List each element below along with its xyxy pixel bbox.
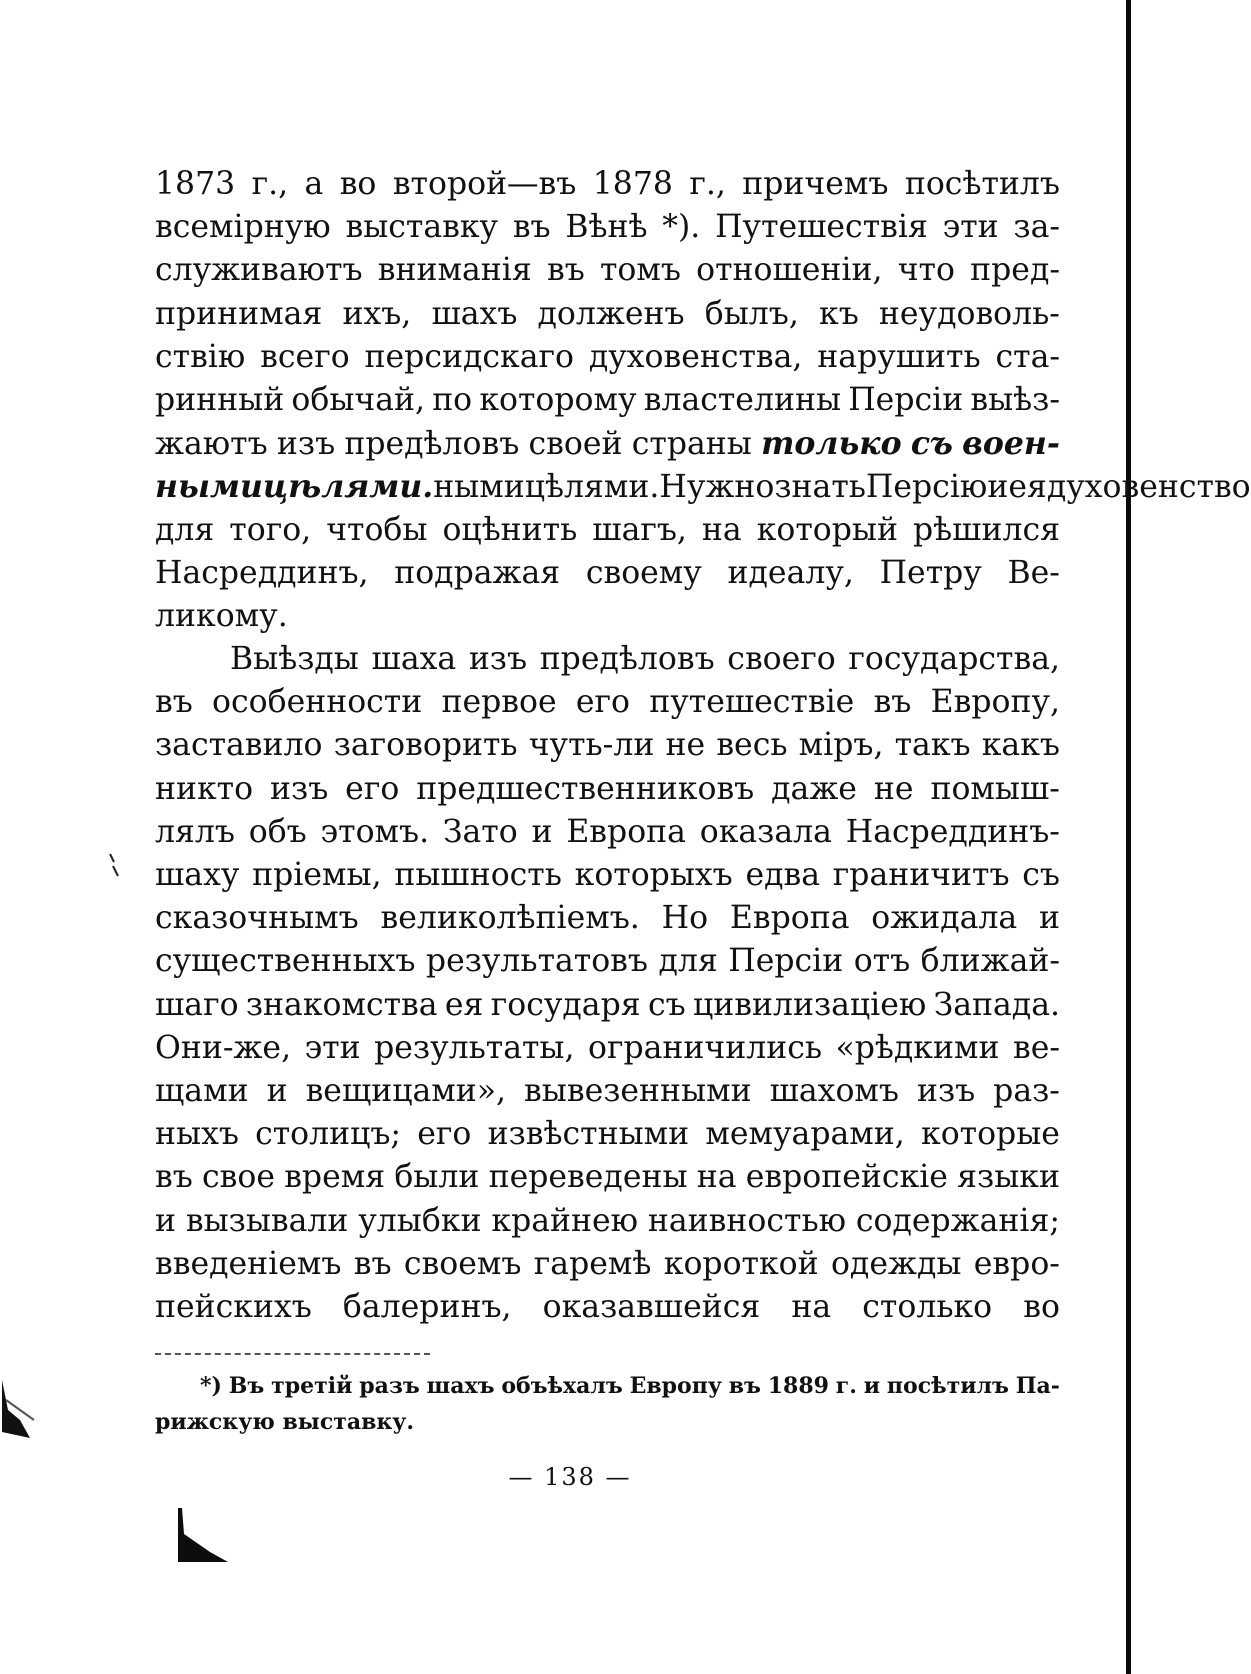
italic-word: ными xyxy=(155,468,263,506)
word: «рѣдкими xyxy=(835,1029,1000,1066)
word: балеринъ, xyxy=(342,1288,512,1325)
word: ближай- xyxy=(920,943,1060,980)
word: объ xyxy=(248,813,307,850)
word: на xyxy=(701,511,742,548)
word: чтобы xyxy=(326,511,428,548)
word: которому xyxy=(479,381,637,418)
word: всемірную xyxy=(155,209,331,246)
text-line xyxy=(155,595,1060,638)
word: духовенство xyxy=(1046,469,1251,506)
text-line xyxy=(155,1070,1060,1113)
word: гаремѣ xyxy=(533,1245,652,1282)
word: которыхъ xyxy=(574,857,733,893)
word: Вѣнѣ xyxy=(565,209,648,246)
word: извѣстными xyxy=(487,1116,690,1153)
word: предѣловъ xyxy=(344,426,520,463)
word: въ xyxy=(155,1159,193,1196)
word: были xyxy=(394,1159,480,1196)
text-line xyxy=(155,1027,1060,1070)
word: томъ xyxy=(599,252,681,289)
word: эти xyxy=(942,209,999,246)
word: Персіи xyxy=(848,381,964,418)
footnote xyxy=(155,1368,1060,1440)
word: щами xyxy=(155,1072,249,1109)
word: объѣхалъ xyxy=(501,1373,623,1399)
word: путешествіе xyxy=(649,684,855,721)
word: шаго xyxy=(155,986,239,1023)
word: Персію xyxy=(865,469,988,506)
word: не xyxy=(665,727,706,764)
word: европейскіе xyxy=(745,1159,948,1196)
word: особенности xyxy=(212,684,423,721)
word: никто xyxy=(155,770,254,807)
word: государя xyxy=(490,986,641,1023)
word: цѣлями. xyxy=(524,469,660,506)
word: шаху xyxy=(155,857,240,893)
word: въ xyxy=(155,684,193,721)
word: Насреддинъ- xyxy=(845,813,1060,850)
word: пейскихъ xyxy=(155,1288,312,1325)
word: помыш- xyxy=(930,770,1060,807)
word: разъ xyxy=(359,1373,420,1399)
word: шахъ xyxy=(431,295,518,332)
word: 1889 xyxy=(767,1373,829,1399)
word: служиваютъ xyxy=(155,252,363,289)
word: изъ xyxy=(270,770,329,807)
word: съ xyxy=(1022,857,1060,893)
word: посѣтилъ xyxy=(904,166,1060,202)
word: и xyxy=(266,1072,288,1109)
italic-word: только xyxy=(761,425,902,463)
word: время xyxy=(284,1159,386,1196)
word: г., xyxy=(689,166,726,202)
word: существенныхъ xyxy=(155,943,416,980)
word: ликому. xyxy=(155,597,288,634)
text-line xyxy=(155,249,1060,292)
word: ея xyxy=(444,986,484,1023)
word: Зато xyxy=(442,813,518,850)
word: съ xyxy=(647,986,686,1023)
scan-edge-rule xyxy=(1126,0,1131,1674)
word: персидскаго xyxy=(364,338,574,375)
word: неудоволь- xyxy=(878,295,1060,332)
word: принимая xyxy=(155,295,323,332)
word: долженъ xyxy=(537,295,685,332)
text-line xyxy=(155,163,1060,206)
word: крайнею xyxy=(491,1202,639,1239)
word: граничитъ xyxy=(832,857,1010,893)
word: заговорить xyxy=(333,727,518,764)
word: ве- xyxy=(1012,1029,1060,1066)
text-line xyxy=(155,379,1060,422)
word: ныхъ xyxy=(155,1116,239,1153)
word: Па- xyxy=(1015,1373,1060,1399)
word: шахъ xyxy=(426,1373,495,1399)
word: Насреддинъ, xyxy=(155,554,369,591)
word: едва xyxy=(745,857,821,893)
word: выставку xyxy=(345,209,499,246)
word: сказочнымъ xyxy=(155,900,359,937)
word: пріемы, xyxy=(252,857,382,893)
word: своей xyxy=(528,426,623,463)
word: государства, xyxy=(848,641,1060,678)
word: Выѣзды xyxy=(230,641,359,678)
word: третій xyxy=(271,1373,353,1399)
text-line xyxy=(155,768,1060,811)
text-line xyxy=(155,206,1060,249)
word: великолѣпіемъ. xyxy=(380,900,640,937)
word: въ xyxy=(728,1373,761,1399)
word: шагъ, xyxy=(592,511,687,548)
word: мемуарами, xyxy=(705,1116,905,1153)
word: а xyxy=(304,166,324,202)
word: результаты, xyxy=(374,1029,575,1066)
word: Петру xyxy=(879,554,982,591)
word: во xyxy=(1023,1288,1060,1325)
word: ствію xyxy=(155,338,246,375)
word: обычай, xyxy=(291,381,426,418)
word: на xyxy=(791,1288,832,1325)
word: въ xyxy=(512,209,551,246)
word: результатовъ xyxy=(425,943,648,980)
word: которые xyxy=(921,1116,1060,1153)
word: и xyxy=(863,1373,881,1399)
word: наивностью xyxy=(647,1202,847,1239)
text-line xyxy=(155,552,1060,595)
word: и xyxy=(155,1202,176,1239)
word: за- xyxy=(1013,209,1060,246)
text-line xyxy=(155,681,1060,724)
word: Нужно xyxy=(659,469,775,506)
body-text xyxy=(155,163,1251,1329)
word: содержанія; xyxy=(855,1202,1060,1239)
word: такъ xyxy=(894,727,971,764)
word: одежды xyxy=(830,1245,962,1282)
word: вниманія xyxy=(377,252,532,289)
word: изъ xyxy=(916,1072,976,1109)
word: Запада. xyxy=(933,986,1060,1023)
word: пред- xyxy=(970,252,1060,289)
word: который xyxy=(756,511,898,548)
word: что xyxy=(897,252,955,289)
text-line xyxy=(155,1156,1060,1199)
text-line xyxy=(155,811,1060,854)
footnote-line xyxy=(200,1368,1060,1404)
word: шаха xyxy=(371,641,457,678)
text-line xyxy=(155,465,1251,508)
italic-word: воен- xyxy=(962,425,1060,463)
word: Европа xyxy=(729,900,850,937)
text-line xyxy=(155,293,1060,336)
word: введеніемъ xyxy=(155,1245,342,1282)
word: вызывали xyxy=(185,1202,349,1239)
word: во xyxy=(339,166,377,202)
word: въ xyxy=(353,1245,392,1282)
word: своему xyxy=(585,554,702,591)
word: посѣтилъ xyxy=(886,1373,1009,1399)
text-line xyxy=(155,854,1060,897)
word: заставило xyxy=(155,727,323,764)
word: былъ, xyxy=(704,295,799,332)
word: цивилизаціею xyxy=(692,986,927,1023)
word: столько xyxy=(862,1288,993,1325)
scan-artifact-mark xyxy=(108,852,122,882)
word: не xyxy=(873,770,914,807)
word: улыбки xyxy=(358,1202,482,1239)
word: его xyxy=(417,1116,472,1153)
word: ожидала xyxy=(871,900,1018,937)
word: оказавшейся xyxy=(542,1288,761,1325)
word: раз- xyxy=(993,1072,1060,1109)
word: на xyxy=(696,1159,737,1196)
word: шахомъ xyxy=(769,1072,899,1109)
word: какъ xyxy=(981,727,1060,764)
word: міръ, xyxy=(798,727,884,764)
word: Въ xyxy=(228,1373,265,1399)
text-line xyxy=(155,1286,1060,1329)
word: второй—въ xyxy=(392,166,577,202)
word: оцѣнить xyxy=(442,511,578,548)
word: причемъ xyxy=(742,166,889,202)
italic-word: цѣлями. xyxy=(262,468,434,506)
word: даже xyxy=(771,770,857,807)
paragraph-start-line xyxy=(155,638,1060,681)
text-line xyxy=(155,1200,1060,1243)
word: нарушить xyxy=(817,338,981,375)
word: чуть-ли xyxy=(528,727,655,764)
word: оказала xyxy=(699,813,832,850)
text-line xyxy=(155,940,1060,983)
word: и xyxy=(1038,900,1060,937)
word: духовенства, xyxy=(588,338,803,375)
word: всего xyxy=(260,338,350,375)
word: Но xyxy=(661,900,709,937)
word: Ве- xyxy=(1007,554,1060,591)
word: ста- xyxy=(995,338,1060,375)
word: для xyxy=(155,511,215,548)
word: столицъ; xyxy=(255,1116,402,1153)
scan-artifact-mark xyxy=(0,1380,40,1440)
word: отношеніи, xyxy=(696,252,883,289)
word: пышность xyxy=(394,857,562,893)
word: г. xyxy=(835,1373,857,1399)
word: *). xyxy=(662,209,701,246)
word: языки xyxy=(957,1159,1060,1196)
word: выѣз- xyxy=(970,381,1060,418)
word: ихъ, xyxy=(342,295,412,332)
word: жаютъ xyxy=(155,426,268,463)
word: лялъ xyxy=(155,813,235,850)
word: подражая xyxy=(394,554,561,591)
word: къ xyxy=(819,295,859,332)
word: и xyxy=(987,469,1009,506)
word: своемъ xyxy=(403,1245,522,1282)
text-line xyxy=(155,984,1060,1027)
word: знакомства xyxy=(245,986,438,1023)
word: въ xyxy=(546,252,585,289)
word: Они-же, xyxy=(155,1029,292,1066)
word: для xyxy=(658,943,718,980)
word: Европу, xyxy=(930,684,1060,721)
word: 1878 xyxy=(592,166,673,202)
word: ринный xyxy=(155,381,285,418)
word: идеалу, xyxy=(727,554,854,591)
word: евро- xyxy=(973,1245,1060,1282)
word: предшественниковъ xyxy=(416,770,755,807)
word: въ xyxy=(873,684,912,721)
word: переведены xyxy=(488,1159,688,1196)
text-line xyxy=(155,897,1060,940)
word: свое xyxy=(202,1159,275,1196)
page-number: — 138 — xyxy=(508,1463,632,1491)
word: своего xyxy=(727,641,836,678)
word: и xyxy=(531,813,553,850)
word: изъ xyxy=(276,426,336,463)
word: весь xyxy=(716,727,788,764)
footnote-separator xyxy=(155,1353,430,1355)
word: Путешествія xyxy=(715,209,928,246)
word: эти xyxy=(304,1029,361,1066)
word: предѣловъ xyxy=(539,641,715,678)
word: Персіи xyxy=(728,943,844,980)
word: первое xyxy=(441,684,557,721)
text-line xyxy=(155,724,1060,767)
word: ными xyxy=(433,469,525,506)
word: Европа xyxy=(566,813,686,850)
text-line xyxy=(155,509,1060,552)
word: властелины xyxy=(643,381,842,418)
word: г., xyxy=(251,166,289,202)
text-line xyxy=(155,422,1060,465)
word: вывезенными xyxy=(524,1072,752,1109)
text-line xyxy=(155,1113,1060,1156)
word: знать xyxy=(774,469,866,506)
italic-word: съ xyxy=(910,425,953,463)
word: его xyxy=(575,684,631,721)
word: этомъ. xyxy=(320,813,430,850)
word: вещицами», xyxy=(305,1072,507,1109)
text-line xyxy=(155,1243,1060,1286)
word: *) xyxy=(200,1373,222,1399)
word: короткой xyxy=(663,1245,819,1282)
word: страны xyxy=(631,426,752,463)
word: того, xyxy=(229,511,312,548)
word: отъ xyxy=(853,943,911,980)
word: изъ xyxy=(468,641,528,678)
text-line xyxy=(155,336,1060,379)
word: ея xyxy=(1008,469,1047,506)
scan-artifact-mark xyxy=(176,1508,236,1564)
word: Европу xyxy=(629,1373,722,1399)
word: его xyxy=(345,770,400,807)
word: 1873 xyxy=(155,166,236,202)
word: рѣшился xyxy=(913,511,1060,548)
word: по xyxy=(432,381,473,418)
word: ограничились xyxy=(587,1029,823,1066)
footnote-line: рижскую выставку. xyxy=(155,1409,415,1435)
